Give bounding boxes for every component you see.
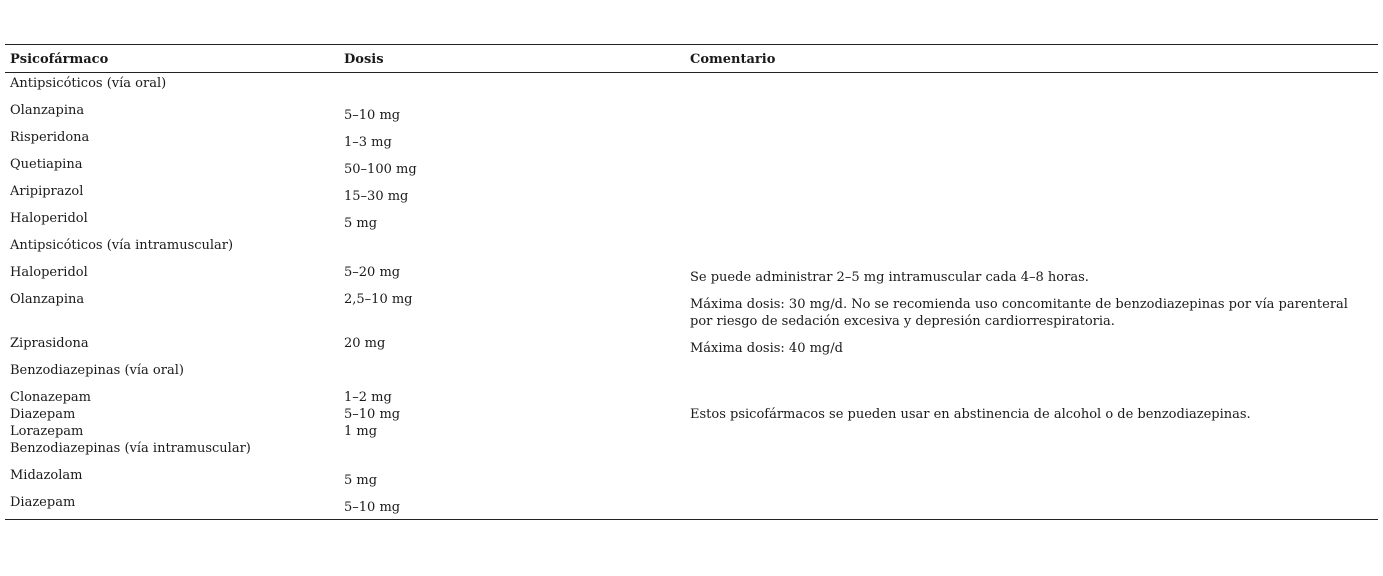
table-header-row xyxy=(5,45,1378,72)
drug-risperidona: Risperidona xyxy=(10,130,90,145)
drug-clonazepam: Clonazepam xyxy=(10,390,91,405)
comment-olanzapina-im: Máxima dosis: 30 mg/d. No se recomienda uso concomitante de benzodiazepinas por vía parenteral por riesgo de sedación excesiva y depresión cardiorrespiratoria. xyxy=(690,297,1348,329)
dose-clonazepam: 1–2 mg xyxy=(344,390,392,405)
header-drug: Psicofármaco xyxy=(10,52,109,67)
dose-diazepam-im: 5–10 mg xyxy=(344,500,401,515)
drug-haloperidol-oral: Haloperidol xyxy=(10,211,88,226)
drug-olanzapina-oral: Olanzapina xyxy=(10,103,85,118)
dose-quetiapina: 50–100 mg xyxy=(344,162,417,177)
drug-midazolam: Midazolam xyxy=(10,468,83,483)
comment-ziprasidona: Máxima dosis: 40 mg/d xyxy=(690,341,843,356)
dose-haloperidol-oral: 5 mg xyxy=(344,216,378,231)
comment-benzos-oral: Estos psicofármacos se pueden usar en abstinencia de alcohol o de benzodiazepinas. xyxy=(690,407,1251,422)
drug-table xyxy=(5,44,1378,520)
drug-lorazepam: Lorazepam xyxy=(10,424,84,439)
header-dose: Dosis xyxy=(344,52,384,67)
comment-haloperidol-im: Se puede administrar 2–5 mg intramuscular cada 4–8 horas. xyxy=(690,270,1089,285)
drug-olanzapina-im: Olanzapina xyxy=(10,292,85,307)
section-benzos-oral: Benzodiazepinas (vía oral) xyxy=(10,363,184,378)
dose-lorazepam: 1 mg xyxy=(344,424,378,439)
drug-aripiprazol: Aripiprazol xyxy=(10,184,84,199)
dose-midazolam: 5 mg xyxy=(344,473,378,488)
header-comment: Comentario xyxy=(690,52,776,67)
dose-olanzapina-im: 2,5–10 mg xyxy=(344,292,413,307)
section-antipsychotics-im: Antipsicóticos (vía intramuscular) xyxy=(10,238,234,253)
drug-ziprasidona: Ziprasidona xyxy=(10,336,89,351)
table-bottom-rule xyxy=(5,519,1378,520)
drug-diazepam-oral: Diazepam xyxy=(10,407,76,422)
dose-diazepam-oral: 5–10 mg xyxy=(344,407,401,422)
section-antipsychotics-oral: Antipsicóticos (vía oral) xyxy=(10,76,167,91)
dose-aripiprazol: 15–30 mg xyxy=(344,189,409,204)
drug-diazepam-im: Diazepam xyxy=(10,495,76,510)
table-body xyxy=(5,73,1378,519)
dose-risperidona: 1–3 mg xyxy=(344,135,392,150)
dose-olanzapina-oral: 5–10 mg xyxy=(344,108,401,123)
dose-ziprasidona: 20 mg xyxy=(344,336,386,351)
section-benzos-im: Benzodiazepinas (vía intramuscular) xyxy=(10,441,251,456)
drug-haloperidol-im: Haloperidol xyxy=(10,265,88,280)
drug-quetiapina: Quetiapina xyxy=(10,157,83,172)
dose-haloperidol-im: 5–20 mg xyxy=(344,265,401,280)
